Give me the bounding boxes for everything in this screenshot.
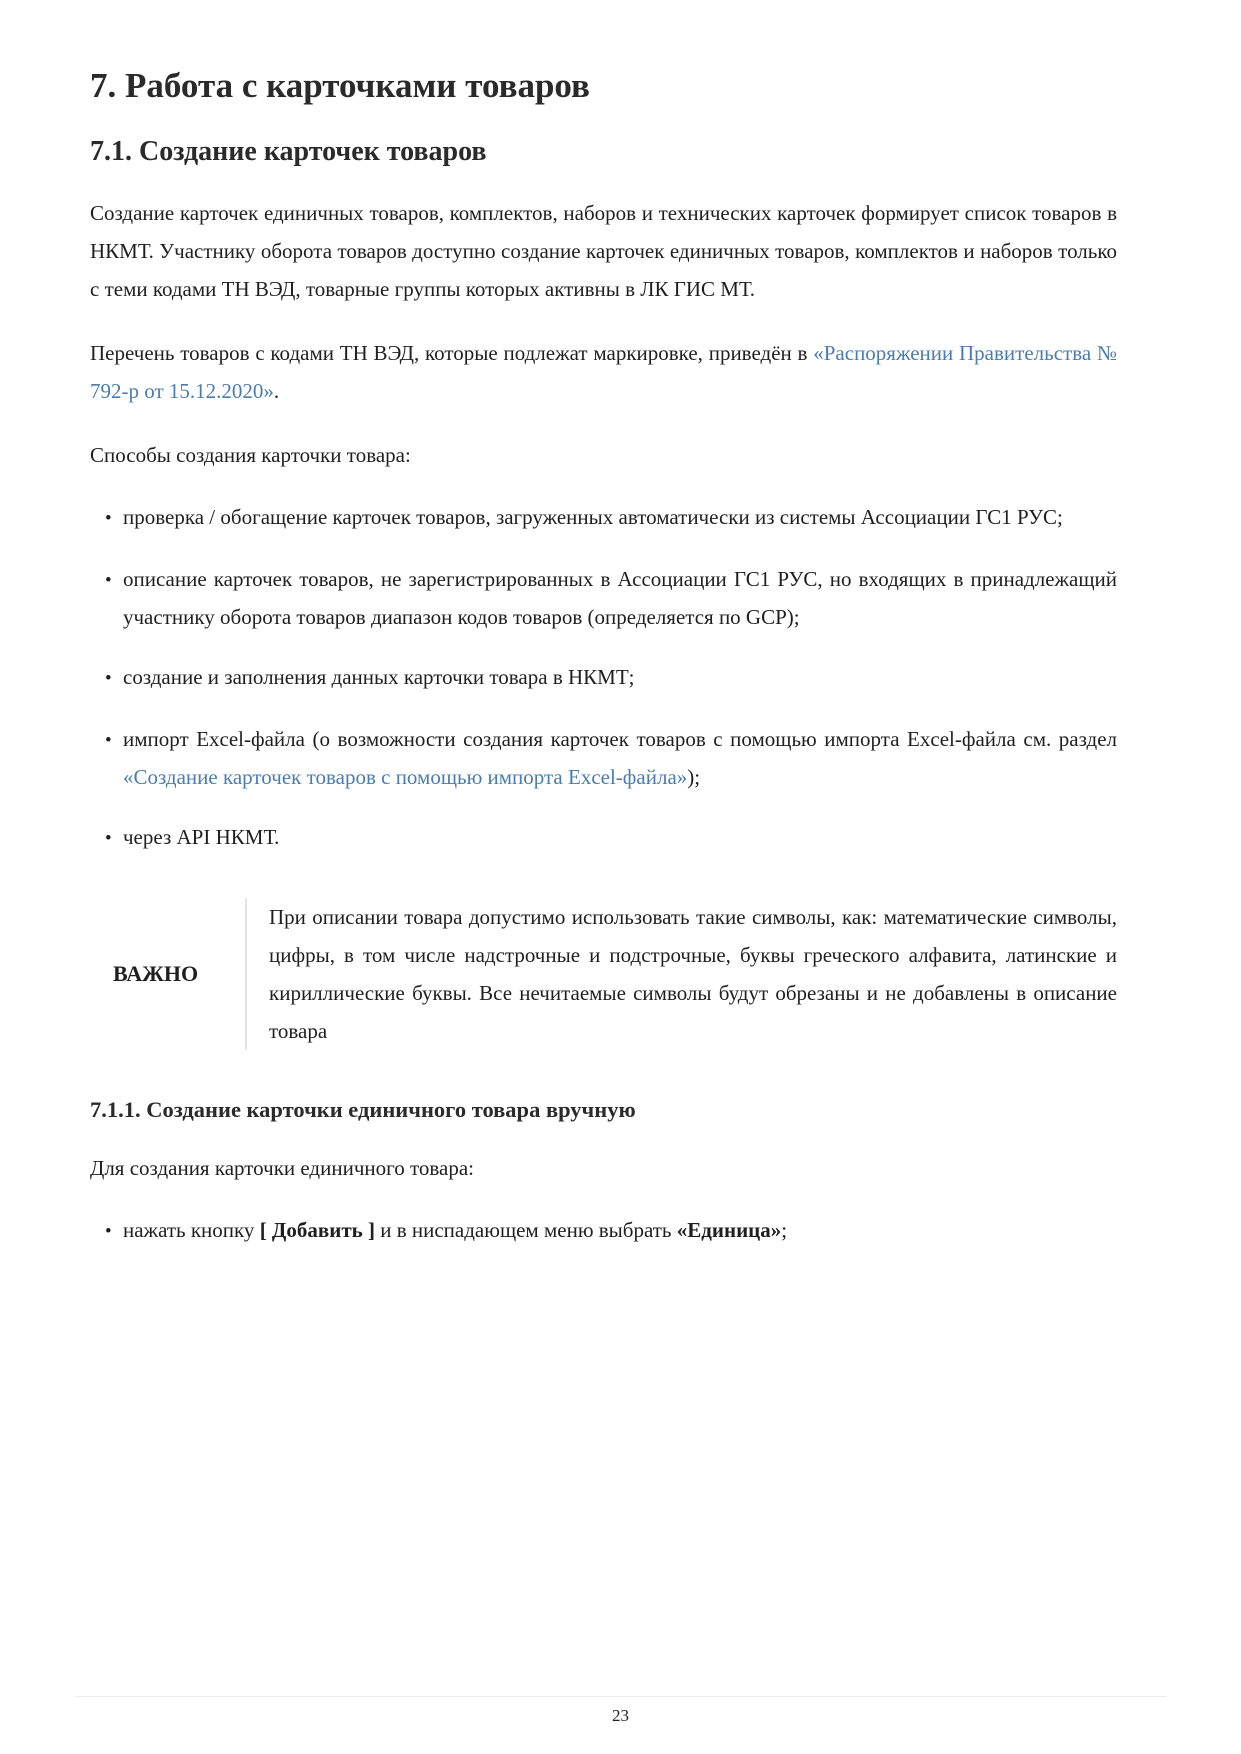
list-item xyxy=(90,720,1117,796)
list-item xyxy=(90,658,1117,698)
important-text: При описании товара допустимо использовать такие символы, как: математические символы, цифры, в том числе надстрочные и подстрочные, буквы греческого алфавита, латинские и кириллические буквы. Все нечитаемые символы будут обрезаны и не добавлены в описание товара xyxy=(269,905,1117,1044)
regulation-link[interactable]: «Распоряжении Правительства № 792-р от 15.12.2020» xyxy=(90,341,1117,404)
paragraph-regulation xyxy=(90,334,1117,410)
footer-divider xyxy=(75,1696,1166,1697)
paragraph-action-intro: Для создания карточки единичного товара: xyxy=(90,1156,474,1181)
list-item-text xyxy=(123,720,1117,796)
list-item-text xyxy=(123,1211,1117,1251)
page-footer xyxy=(0,1696,1241,1726)
subsection-heading: 7.1.1. Создание карточки единичного товара вручную xyxy=(90,1097,636,1123)
methods-list xyxy=(90,498,1117,858)
actions-list xyxy=(90,1211,1117,1251)
action-text-1: нажать кнопку xyxy=(123,1218,260,1243)
list-item-text: проверка / обогащение карточек товаров, загруженных автоматически из системы Ассоциации ГС1 РУС; xyxy=(123,505,1063,530)
action-text-2: и в ниспадающем меню выбрать xyxy=(374,1218,677,1243)
list-item xyxy=(90,1211,1117,1251)
list-item-text-after: ); xyxy=(687,765,701,790)
list-item xyxy=(90,498,1117,538)
paragraph-intro: Создание карточек единичных товаров, комплектов, наборов и технических карточек формирует список товаров в НКМТ. Участнику оборота товаров доступно создание карточек единичных товаров, комплектов и наборов только с теми кодами ТН ВЭД, товарные группы которых активны в ЛК ГИС МТ. xyxy=(90,201,1117,302)
list-item-text-before: импорт Excel-файла (о возможности создания карточек товаров с помощью импорта Excel-файла см. раздел xyxy=(123,727,1117,752)
list-item xyxy=(90,560,1117,636)
bullet-icon xyxy=(90,1211,123,1251)
list-item-text: через API НКМТ. xyxy=(123,825,280,850)
excel-import-section-link[interactable]: «Создание карточек товаров с помощью импорта Excel-файла» xyxy=(123,765,688,790)
paragraph-methods-intro: Способы создания карточки товара: xyxy=(90,443,411,468)
list-item-text: описание карточек товаров, не зарегистрированных в Ассоциации ГС1 РУС, но входящих в принадлежащий участнику оборота товаров диапазон кодов товаров (определяется по GCP); xyxy=(123,567,1117,630)
bullet-icon xyxy=(90,720,123,796)
important-note xyxy=(90,898,1117,1050)
paragraph-regulation-text: Перечень товаров с кодами ТН ВЭД, которые подлежат маркировке, приведён в xyxy=(90,341,814,366)
list-item-text: создание и заполнения данных карточки товара в НКМТ; xyxy=(123,665,635,690)
important-label: ВАЖНО xyxy=(113,961,199,987)
section-heading: 7.1. Создание карточек товаров xyxy=(90,136,487,168)
paragraph-regulation-period: . xyxy=(273,379,280,404)
add-button-label: [ Добавить ] xyxy=(259,1218,375,1243)
bullet-icon xyxy=(90,818,123,858)
action-text-3: ; xyxy=(781,1218,788,1243)
bullet-icon xyxy=(90,560,123,636)
chapter-heading: 7. Работа с карточками товаров xyxy=(90,66,590,105)
list-item xyxy=(90,818,1117,858)
bullet-icon xyxy=(90,498,123,538)
unit-option-label: «Единица» xyxy=(676,1218,782,1243)
page-number: 23 xyxy=(612,1706,629,1725)
bullet-icon xyxy=(90,658,123,698)
